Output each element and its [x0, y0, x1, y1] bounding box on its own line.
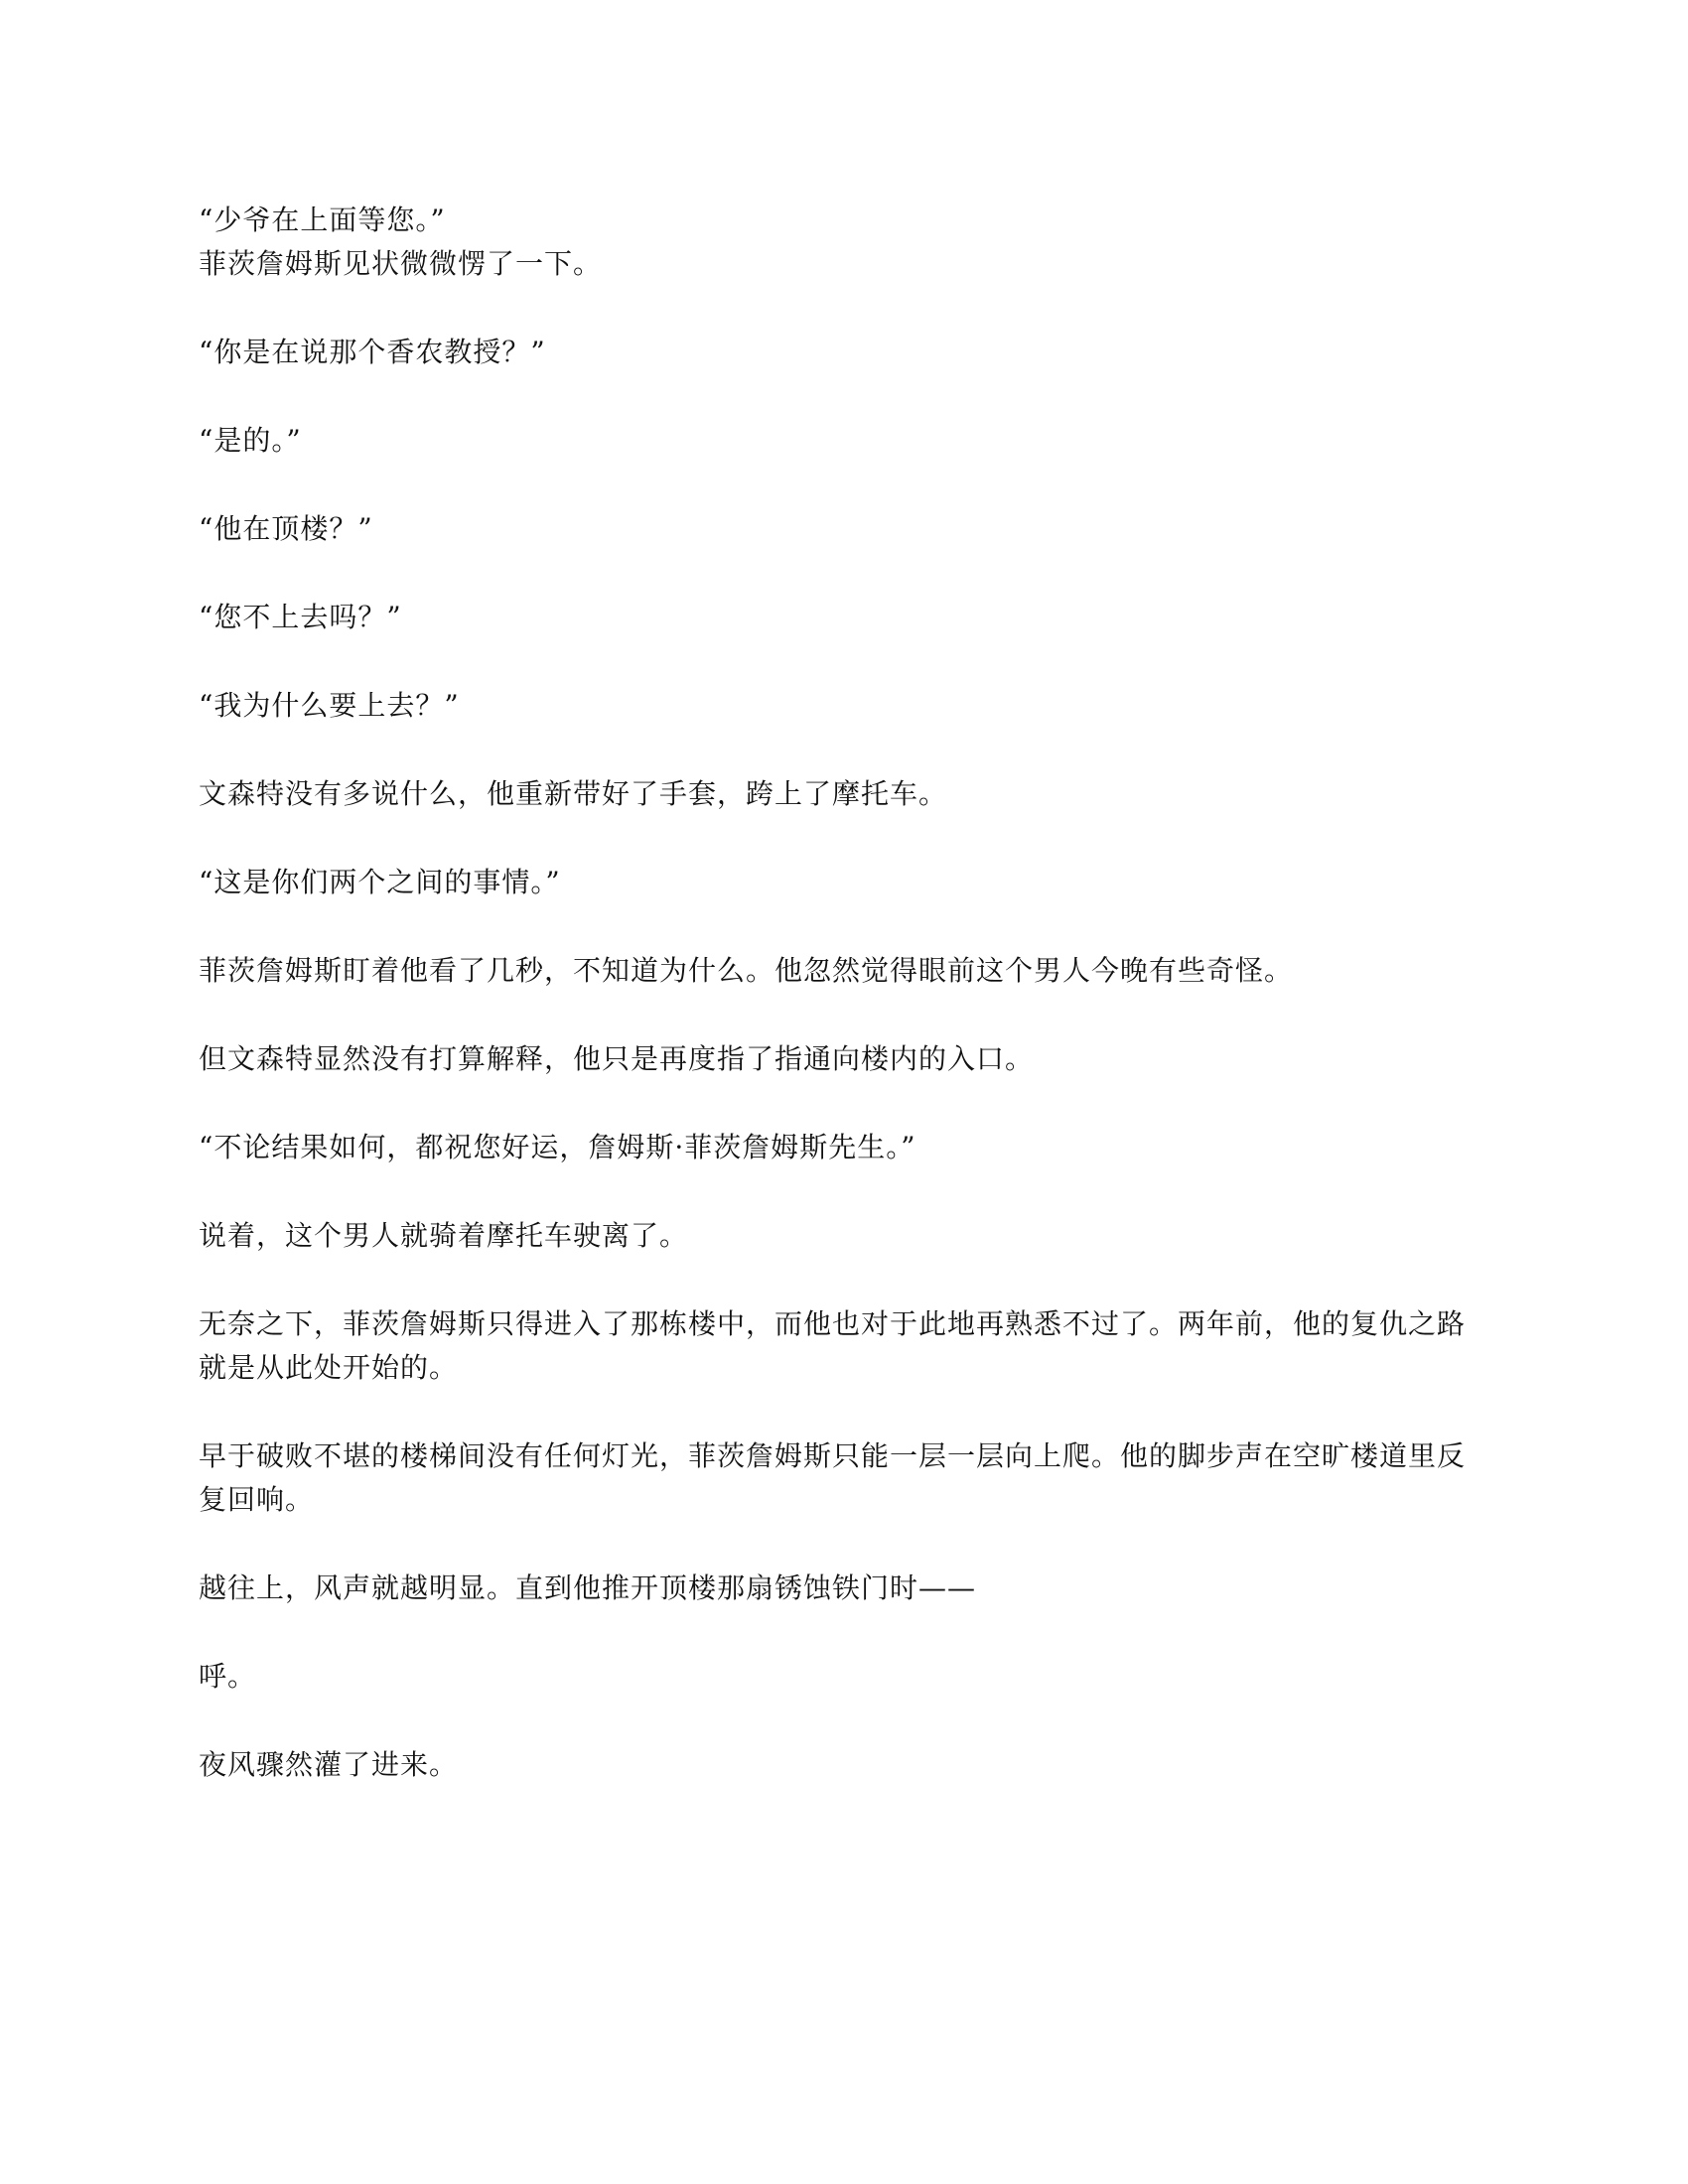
paragraph: “不论结果如何，都祝您好运，詹姆斯·菲茨詹姆斯先生。” [199, 1131, 916, 1163]
paragraph: “您不上去吗？” [199, 601, 402, 633]
paragraph: 菲茨詹姆斯盯着他看了几秒，不知道为什么。他忽然觉得眼前这个男人今晚有些奇怪。 [199, 954, 1294, 987]
paragraph: “我为什么要上去？” [199, 689, 460, 722]
paragraph: “这是你们两个之间的事情。” [199, 866, 561, 898]
paragraph: 说着，这个男人就骑着摩托车驶离了。 [199, 1219, 689, 1252]
paragraph: 早于破败不堪的楼梯间没有任何灯光，菲茨詹姆斯只能一层一层向上爬。他的脚步声在空旷楼道里反复回响。 [199, 1439, 1467, 1516]
paragraph: 无奈之下，菲茨詹姆斯只得进入了那栋楼中，而他也对于此地再熟悉不过了。两年前，他的复仇之路就是从此处开始的。 [199, 1307, 1467, 1384]
paragraph: 越往上，风声就越明显。直到他推开顶楼那扇锈蚀铁门时—— [199, 1571, 977, 1604]
document-body [199, 199, 1489, 1832]
paragraph: 呼。 [199, 1660, 257, 1693]
paragraph: “他在顶楼？” [199, 512, 373, 545]
paragraph: 文森特没有多说什么，他重新带好了手套，跨上了摩托车。 [199, 777, 948, 810]
paragraph: 但文森特显然没有打算解释，他只是再度指了指通向楼内的入口。 [199, 1042, 1035, 1075]
paragraph: 菲茨詹姆斯见状微微愣了一下。 [199, 247, 603, 280]
paragraph: “少爷在上面等您。” [199, 204, 446, 236]
paragraph: 夜风骤然灌了进来。 [199, 1748, 459, 1781]
paragraph: “是的。” [199, 424, 302, 457]
paragraph: “你是在说那个香农教授？” [199, 336, 546, 368]
